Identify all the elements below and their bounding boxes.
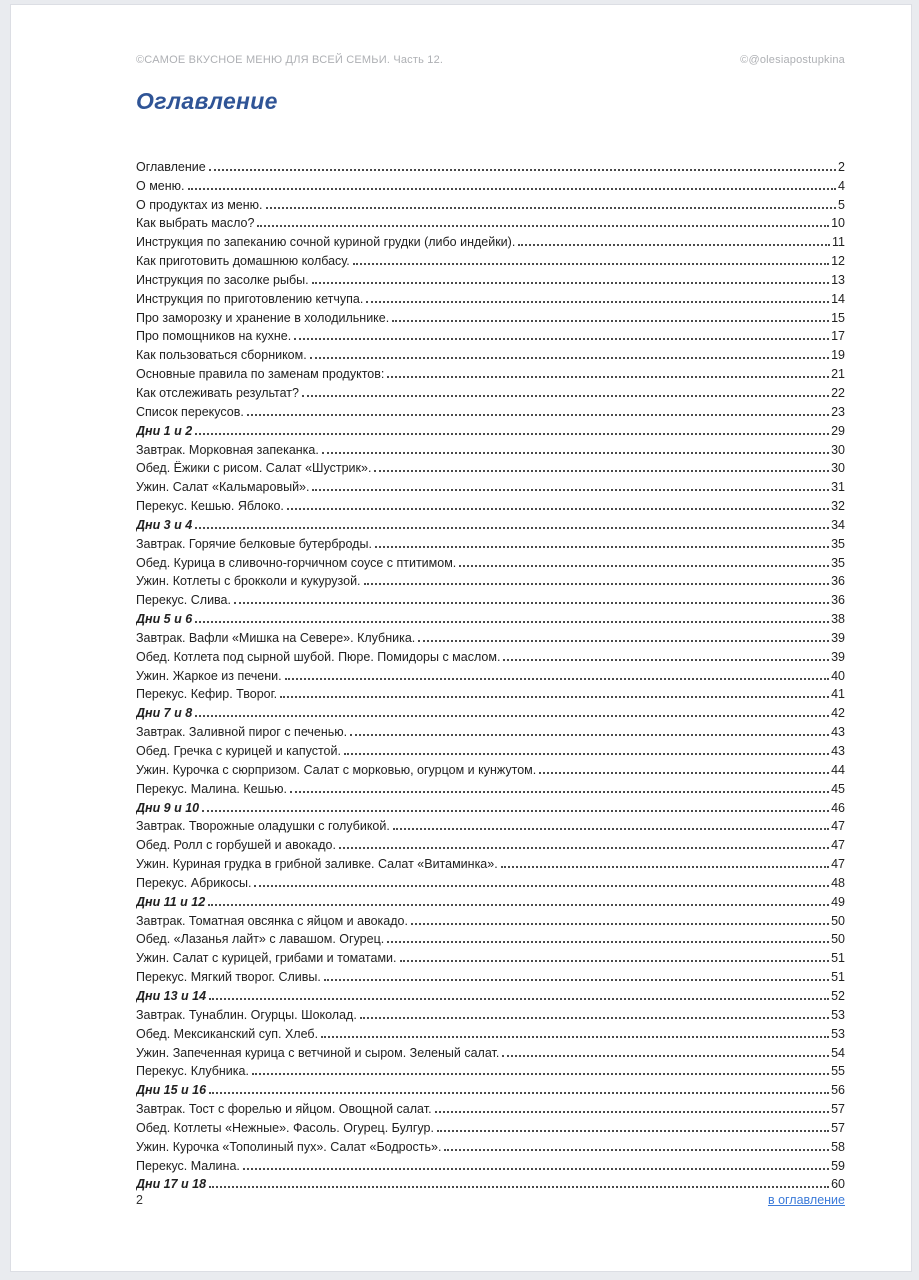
toc-entry-page: 23: [831, 404, 845, 419]
toc-leader-dots: [459, 565, 829, 567]
toc-entry-page: 48: [831, 875, 845, 890]
toc-entry-page: 30: [831, 461, 845, 476]
toc-entry[interactable]: [136, 664, 845, 683]
toc-entry[interactable]: [136, 457, 845, 476]
toc-entry-label: Дни 17 и 18: [136, 1177, 207, 1192]
toc-entry-label: Дни 13 и 14: [136, 988, 207, 1003]
toc-leader-dots: [209, 998, 829, 1000]
document-page: [10, 4, 912, 1272]
toc-entry[interactable]: [136, 1078, 845, 1097]
toc-entry-page: 60: [831, 1177, 845, 1192]
toc-entry-page: 56: [831, 1083, 845, 1098]
toc-list: [136, 155, 845, 1191]
toc-entry[interactable]: [136, 796, 845, 815]
toc-entry-page: 41: [831, 687, 845, 702]
toc-entry-label: Обед. «Лазанья лайт» с лавашом. Огурец.: [136, 932, 385, 947]
toc-entry-label: Список перекусов.: [136, 404, 244, 419]
toc-leader-dots: [435, 1111, 830, 1113]
toc-leader-dots: [518, 244, 830, 246]
toc-leader-dots: [252, 1073, 829, 1075]
toc-entry-label: Завтрак. Томатная овсянка с яйцом и авокадо.: [136, 913, 408, 928]
toc-entry-label: Ужин. Салат «Кальмаровый».: [136, 480, 310, 495]
toc-leader-dots: [310, 357, 829, 359]
toc-entry-page: 17: [831, 329, 845, 344]
toc-leader-dots: [209, 169, 836, 171]
toc-entry-page: 55: [831, 1064, 845, 1079]
toc-entry[interactable]: [136, 739, 845, 758]
toc-entry-page: 36: [831, 574, 845, 589]
toc-entry[interactable]: [136, 155, 845, 174]
toc-entry-page: 58: [831, 1139, 845, 1154]
toc-entry[interactable]: [136, 1154, 845, 1173]
toc-entry-label: О продуктах из меню.: [136, 197, 263, 212]
toc-entry[interactable]: [136, 815, 845, 834]
toc-leader-dots: [312, 282, 829, 284]
toc-leader-dots: [392, 320, 829, 322]
toc-entry[interactable]: [136, 777, 845, 796]
toc-entry[interactable]: [136, 607, 845, 626]
toc-leader-dots: [353, 263, 829, 265]
toc-entry[interactable]: [136, 701, 845, 720]
toc-entry-page: 36: [831, 593, 845, 608]
toc-leader-dots: [366, 301, 829, 303]
toc-entry-label: Дни 1 и 2: [136, 423, 193, 438]
toc-entry-page: 50: [831, 932, 845, 947]
toc-leader-dots: [209, 1092, 829, 1094]
toc-entry-page: 30: [831, 442, 845, 457]
toc-entry-page: 57: [831, 1102, 845, 1117]
toc-leader-dots: [539, 772, 829, 774]
toc-leader-dots: [375, 546, 829, 548]
toc-entry[interactable]: [136, 965, 845, 984]
toc-entry-page: 12: [831, 254, 845, 269]
toc-entry[interactable]: [136, 230, 845, 249]
toc-entry[interactable]: [136, 325, 845, 344]
header-right-author: ©@olesiapostupkina: [740, 54, 845, 66]
toc-entry-label: Как пользоваться сборником.: [136, 348, 307, 363]
toc-entry-page: 19: [831, 348, 845, 363]
toc-entry-label: Перекус. Слива.: [136, 593, 231, 608]
toc-leader-dots: [324, 979, 829, 981]
toc-leader-dots: [344, 753, 829, 755]
toc-entry[interactable]: [136, 909, 845, 928]
toc-entry[interactable]: [136, 494, 845, 513]
toc-entry[interactable]: [136, 588, 845, 607]
toc-leader-dots: [339, 847, 829, 849]
toc-entry-page: 59: [831, 1158, 845, 1173]
toc-entry[interactable]: [136, 1116, 845, 1135]
toc-entry-label: О меню.: [136, 178, 185, 193]
toc-leader-dots: [302, 395, 829, 397]
toc-leader-dots: [437, 1130, 829, 1132]
toc-entry-label: Ужин. Куриная грудка в грибной заливке. Салат «Витаминка».: [136, 857, 498, 872]
toc-entry-label: Обед. Ёжики с рисом. Салат «Шустрик».: [136, 461, 372, 476]
toc-entry-label: Дни 7 и 8: [136, 706, 193, 721]
toc-entry-page: 47: [831, 857, 845, 872]
toc-leader-dots: [444, 1149, 829, 1151]
toc-leader-dots: [393, 828, 829, 830]
toc-entry-page: 43: [831, 744, 845, 758]
toc-entry-page: 29: [831, 423, 845, 438]
toc-entry-label: Завтрак. Заливной пирог с печенью.: [136, 725, 348, 740]
toc-entry-page: 2: [838, 159, 845, 174]
toc-entry-page: 43: [831, 725, 845, 740]
toc-entry-label: Перекус. Кефир. Творог.: [136, 687, 278, 702]
toc-entry-label: Завтрак. Вафли «Мишка на Севере». Клубника.: [136, 630, 416, 645]
toc-entry-label: Обед. Котлеты «Нежные». Фасоль. Огурец. Булгур.: [136, 1120, 434, 1135]
toc-leader-dots: [387, 941, 829, 943]
toc-entry[interactable]: [136, 833, 845, 852]
toc-entry-label: Дни 3 и 4: [136, 517, 193, 532]
toc-entry[interactable]: [136, 1097, 845, 1116]
toc-entry-page: 35: [831, 536, 845, 551]
toc-leader-dots: [202, 810, 829, 812]
toc-leader-dots: [254, 885, 829, 887]
toc-entry-page: 46: [831, 800, 845, 815]
toc-leader-dots: [280, 696, 829, 698]
toc-entry-page: 10: [831, 216, 845, 231]
toc-entry[interactable]: [136, 551, 845, 570]
toc-entry[interactable]: [136, 946, 845, 965]
toc-entry-label: Основные правила по заменам продуктов:: [136, 367, 385, 382]
toc-leader-dots: [287, 508, 829, 510]
toc-entry-label: Перекус. Малина. Кешью.: [136, 781, 287, 796]
toc-entry-page: 13: [831, 272, 845, 287]
toc-entry-page: 21: [831, 367, 845, 382]
toc-entry-page: 5: [838, 197, 845, 212]
toc-entry-page: 45: [831, 781, 845, 796]
toc-entry[interactable]: [136, 174, 845, 193]
toc-leader-dots: [400, 960, 830, 962]
toc-leader-dots: [364, 583, 830, 585]
toc-entry-label: Ужин. Жаркое из печени.: [136, 668, 282, 683]
toc-entry[interactable]: [136, 852, 845, 871]
toc-entry[interactable]: [136, 1022, 845, 1041]
toc-entry[interactable]: [136, 1041, 845, 1060]
toc-leader-dots: [290, 791, 829, 793]
toc-entry[interactable]: [136, 1173, 845, 1192]
toc-leader-dots: [294, 338, 829, 340]
toc-leader-dots: [502, 1055, 829, 1057]
toc-entry-label: Как выбрать масло?: [136, 216, 255, 231]
toc-entry-page: 34: [831, 517, 845, 532]
toc-entry-page: 35: [831, 555, 845, 570]
toc-leader-dots: [285, 678, 829, 680]
toc-leader-dots: [195, 433, 829, 435]
toc-entry-label: Оглавление: [136, 159, 206, 174]
back-to-contents-link[interactable]: в оглавление: [767, 1193, 845, 1207]
page-title: Оглавление: [136, 88, 278, 114]
toc-leader-dots: [321, 1036, 829, 1038]
toc-entry-label: Завтрак. Творожные оладушки с голубикой.: [136, 819, 390, 834]
toc-entry[interactable]: [136, 720, 845, 739]
toc-entry[interactable]: [136, 400, 845, 419]
toc-entry-label: Про помощников на кухне.: [136, 329, 292, 344]
toc-entry-page: 14: [831, 291, 845, 306]
toc-entry-page: 39: [831, 630, 845, 645]
toc-entry-label: Обед. Котлета под сырной шубой. Пюре. Помидоры с маслом.: [136, 649, 501, 664]
toc-entry[interactable]: [136, 306, 845, 325]
toc-entry-page: 15: [831, 310, 845, 325]
toc-leader-dots: [503, 659, 829, 661]
toc-entry-page: 38: [831, 612, 845, 627]
toc-leader-dots: [387, 376, 829, 378]
toc-entry-label: Дни 11 и 12: [136, 894, 206, 909]
toc-entry-label: Дни 5 и 6: [136, 612, 193, 627]
toc-leader-dots: [322, 452, 829, 454]
toc-leader-dots: [209, 1186, 829, 1188]
toc-leader-dots: [195, 715, 829, 717]
toc-entry-label: Обед. Курица в сливочно-горчичном соусе с птитимом.: [136, 555, 457, 570]
toc-entry-label: Обед. Мексиканский суп. Хлеб.: [136, 1026, 319, 1041]
toc-entry-label: Дни 15 и 16: [136, 1083, 207, 1098]
toc-entry-label: Как отслеживать результат?: [136, 385, 299, 400]
toc-entry-page: 57: [831, 1120, 845, 1135]
page-footer: [136, 1193, 845, 1207]
toc-entry[interactable]: [136, 419, 845, 438]
toc-entry[interactable]: [136, 890, 845, 909]
toc-entry-label: Завтрак. Морковная запеканка.: [136, 442, 319, 457]
toc-entry-page: 32: [831, 499, 845, 514]
toc-entry-page: 11: [832, 235, 845, 250]
toc-entry-page: 42: [831, 706, 845, 721]
toc-leader-dots: [350, 734, 829, 736]
toc-entry-label: Перекус. Кешью. Яблоко.: [136, 499, 284, 514]
toc-entry-page: 39: [831, 649, 845, 664]
toc-entry-label: Завтрак. Тунаблин. Огурцы. Шоколад.: [136, 1007, 357, 1022]
toc-leader-dots: [312, 489, 829, 491]
toc-entry[interactable]: [136, 381, 845, 400]
toc-entry[interactable]: [136, 683, 845, 702]
toc-entry[interactable]: [136, 475, 845, 494]
toc-entry-page: 22: [831, 385, 845, 400]
toc-entry-page: 53: [831, 1007, 845, 1022]
toc-entry-label: Ужин. Котлеты с брокколи и кукурузой.: [136, 574, 361, 589]
toc-entry-label: Ужин. Курочка с сюрпризом. Салат с морковью, огурцом и кунжутом.: [136, 762, 537, 777]
toc-entry[interactable]: [136, 928, 845, 947]
toc-entry-label: Ужин. Курочка «Тополиный пух». Салат «Бодрость».: [136, 1139, 442, 1154]
toc-entry-label: Ужин. Запеченная курица с ветчиной и сыром. Зеленый салат.: [136, 1045, 500, 1060]
toc-entry-label: Завтрак. Горячие белковые бутерброды.: [136, 536, 372, 551]
toc-leader-dots: [243, 1168, 829, 1170]
toc-entry[interactable]: [136, 1060, 845, 1079]
toc-entry-label: Перекус. Мягкий творог. Сливы.: [136, 970, 321, 985]
toc-entry-page: 47: [831, 838, 845, 853]
toc-entry-page: 52: [831, 988, 845, 1003]
toc-entry-label: Перекус. Клубника.: [136, 1064, 249, 1079]
toc-entry-page: 47: [831, 819, 845, 834]
toc-entry-page: 40: [831, 668, 845, 683]
toc-entry[interactable]: [136, 1135, 845, 1154]
toc-entry-label: Перекус. Малина.: [136, 1158, 240, 1173]
page-header: [136, 54, 845, 66]
toc-entry[interactable]: [136, 626, 845, 645]
toc-entry-page: 49: [831, 894, 845, 909]
toc-entry-label: Обед. Гречка с курицей и капустой.: [136, 744, 341, 758]
toc-entry-page: 50: [831, 913, 845, 928]
toc-leader-dots: [247, 414, 829, 416]
toc-entry-label: Обед. Ролл с горбушей и авокадо.: [136, 838, 336, 853]
toc-entry-page: 51: [831, 970, 845, 985]
footer-page-number: 2: [136, 1193, 143, 1207]
toc-leader-dots: [501, 866, 829, 868]
toc-entry-label: Перекус. Абрикосы.: [136, 875, 252, 890]
toc-leader-dots: [411, 923, 829, 925]
toc-entry[interactable]: [136, 362, 845, 381]
toc-leader-dots: [195, 527, 829, 529]
toc-entry[interactable]: [136, 343, 845, 362]
toc-entry-label: Инструкция по засолке рыбы.: [136, 272, 309, 287]
toc-entry-label: Инструкция по приготовлению кетчупа.: [136, 291, 364, 306]
toc-leader-dots: [188, 188, 837, 190]
toc-entry[interactable]: [136, 438, 845, 457]
toc-entry[interactable]: [136, 984, 845, 1003]
toc-entry-label: Про заморозку и хранение в холодильнике.: [136, 310, 390, 325]
toc-entry-label: Ужин. Салат с курицей, грибами и томатами.: [136, 951, 397, 966]
toc-entry[interactable]: [136, 570, 845, 589]
header-left-copyright: ©САМОЕ ВКУСНОЕ МЕНЮ ДЛЯ ВСЕЙ СЕМЬИ. Часть 12.: [136, 54, 444, 66]
toc-entry[interactable]: [136, 287, 845, 306]
toc-leader-dots: [208, 904, 829, 906]
toc-entry[interactable]: [136, 513, 845, 532]
toc-entry[interactable]: [136, 268, 845, 287]
toc-entry-page: 53: [831, 1026, 845, 1041]
toc-entry-page: 54: [831, 1045, 845, 1060]
toc-leader-dots: [360, 1017, 829, 1019]
toc-entry[interactable]: [136, 249, 845, 268]
toc-entry[interactable]: [136, 871, 845, 890]
toc-entry[interactable]: [136, 1003, 845, 1022]
toc-entry-page: 4: [838, 178, 845, 193]
toc-entry-label: Инструкция по запеканию сочной куриной грудки (либо индейки).: [136, 235, 516, 250]
toc-entry[interactable]: [136, 758, 845, 777]
toc-leader-dots: [374, 470, 829, 472]
toc-leader-dots: [266, 207, 837, 209]
toc-leader-dots: [418, 640, 829, 642]
toc-entry-page: 31: [831, 480, 845, 495]
toc-entry-label: Завтрак. Тост с форелью и яйцом. Овощной салат.: [136, 1102, 432, 1117]
toc-entry[interactable]: [136, 212, 845, 231]
toc-entry-label: Дни 9 и 10: [136, 800, 200, 815]
toc-entry-page: 51: [831, 951, 845, 966]
toc-leader-dots: [257, 225, 829, 227]
toc-entry-page: 44: [831, 762, 845, 777]
toc-entry[interactable]: [136, 645, 845, 664]
toc-entry[interactable]: [136, 532, 845, 551]
toc-leader-dots: [195, 621, 829, 623]
toc-entry-label: Как приготовить домашнюю колбасу.: [136, 254, 350, 269]
toc-leader-dots: [234, 602, 829, 604]
toc-entry[interactable]: [136, 193, 845, 212]
